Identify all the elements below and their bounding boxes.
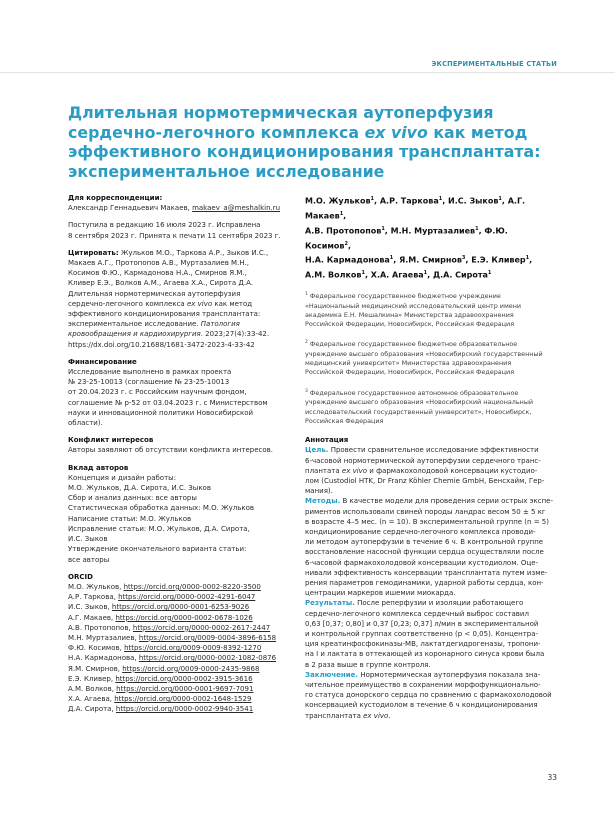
author-affil-mark: 1 xyxy=(487,270,492,277)
abstract-text: мания). xyxy=(305,487,333,496)
title-line-1: Длительная нормотермическая аутоперфузия xyxy=(68,103,494,122)
affiliation-1 xyxy=(305,290,555,329)
orcid-item xyxy=(68,674,300,684)
author-affil-mark: 1 xyxy=(498,196,502,202)
abstract-text: нивали эффективность консервации трансплантата путем изме- xyxy=(305,568,548,577)
orcid-item xyxy=(68,623,300,633)
orcid-link[interactable]: https://orcid.org/0009-0004-3896-6158 xyxy=(138,633,277,642)
orcid-item xyxy=(68,664,300,674)
funding-label: Финансирование xyxy=(68,357,137,366)
right-column xyxy=(305,193,555,721)
orcid-link[interactable]: https://orcid.org/0000-0002-1648-1529 xyxy=(114,695,252,704)
correspondence-name: Александр Геннадьевич Макаев, xyxy=(68,204,193,213)
orcid-item xyxy=(68,582,300,592)
section-label: ЭКСПЕРИМЕНТАЛЬНЫЕ СТАТЬИ xyxy=(431,60,557,68)
dates-line-2: 8 сентября 2023 г. Принята к печати 11 сентября 2023 г. xyxy=(68,231,281,240)
citation-line-9 xyxy=(68,329,300,339)
citation-text: эффективного кондиционирования трансплантата: xyxy=(68,310,261,319)
orcid-item xyxy=(68,704,300,714)
dates-line-1: Поступила в редакцию 16 июля 2023 г. Исправлена xyxy=(68,221,261,230)
author-name: , Х.А. Агаева xyxy=(364,270,424,280)
author-name: М.О. Жульков xyxy=(305,196,371,206)
author-affil-mark: 1 xyxy=(370,196,375,202)
author-affil-mark: 1 xyxy=(475,225,479,232)
citation-text: экспериментальное исследование. xyxy=(68,320,201,329)
orcid-link[interactable]: https://orcid.org/0000-0002-9940-3541 xyxy=(115,705,254,714)
affiliation-3 xyxy=(305,387,555,426)
affiliation-text: Российской Федерации, Новосибирск, Российская Федерация xyxy=(305,368,515,377)
left-column xyxy=(68,193,300,715)
abstract-text: ли методом аутоперфузии в течение 6 ч. В контрольной группе xyxy=(305,538,544,547)
contribution-text: И.С. Зыков xyxy=(68,535,108,544)
orcid-item xyxy=(68,653,300,663)
orcid-link[interactable]: https://orcid.org/0009-0009-8392-1270 xyxy=(124,644,262,653)
affiliation-text: исследовательский государственный университет», Новосибирск, xyxy=(305,407,532,416)
orcid-link[interactable]: https://orcid.org/0000-0002-4291-6047 xyxy=(118,593,256,602)
citation-line-1 xyxy=(68,248,300,258)
contribution-text: Статистическая обработка данных: М.О. Жульков xyxy=(68,504,255,513)
citation-journal: кровообращения и кардиохирургия xyxy=(68,330,201,339)
affiliation-text: учреждение высшего образования «Новосибирский национальный xyxy=(305,398,534,407)
author-affil-mark: 1 xyxy=(423,270,428,277)
abstract-text: Нормотермическая аутоперфузия показала зна- xyxy=(358,670,541,679)
author-line xyxy=(305,193,555,223)
author-affil-mark: 1 xyxy=(389,255,394,262)
correspondence-line xyxy=(68,203,300,213)
abstract-methods xyxy=(305,496,555,598)
orcid-author: Е.Э. Кливер, xyxy=(68,674,116,683)
author-line xyxy=(305,267,555,282)
contribution-text: Сбор и анализ данных: все авторы xyxy=(68,494,197,503)
funding-text: от 20.04.2023 г. с Российским научным фондом, xyxy=(68,388,247,397)
citation-italic: ex vivo xyxy=(186,299,213,308)
funding-text: науки и инновационной политики Новосибирской xyxy=(68,408,254,417)
methods-label: Методы. xyxy=(305,497,341,506)
funding-text: области). xyxy=(68,419,103,428)
orcid-author: М.О. Жульков, xyxy=(68,582,124,591)
page-number: 33 xyxy=(547,773,557,782)
affiliation-number: 3 xyxy=(305,388,308,394)
author-separator: , xyxy=(529,256,533,266)
abstract-text: ция креатинфосфокиназы-МВ, лактатдегидрогеназы, тропони- xyxy=(305,640,541,649)
funding-text: соглашение № р-52 от 03.04.2023 г. с Министерством xyxy=(68,398,268,407)
affiliation-text: Российской Федерации, Новосибирск, Российская Федерация xyxy=(305,320,515,329)
orcid-author: А.М. Волков, xyxy=(68,684,117,693)
abstract-text: 6-часовой нормотермической аутоперфузии сердечного транс- xyxy=(305,456,541,465)
abstract-aim xyxy=(305,445,555,496)
author-separator: , xyxy=(343,211,347,221)
orcid-item xyxy=(68,633,300,643)
correspondence-label: Для корреспонденции: xyxy=(68,194,163,202)
citation-text: Жульков М.О., Таркова А.Р., Зыков И.С., xyxy=(118,248,269,257)
author-line xyxy=(305,252,555,267)
abstract-italic: ex vivo xyxy=(341,466,368,475)
orcid-author: А.Р. Таркова, xyxy=(68,593,119,602)
contribution-text: Исправление статьи: М.О. Жульков, Д.А. Сирота, xyxy=(68,524,250,533)
abstract-text: в 2 раза выше в группе контроля. xyxy=(305,660,431,669)
abstract-text: и контрольной группах соответственно (p < 0,05). Концентра- xyxy=(305,629,539,638)
orcid-author: Я.М. Смирнов, xyxy=(68,664,123,673)
author-line xyxy=(305,223,555,253)
abstract-text: лом (Custodiol HTK, Dr Franz Köhler Chemie GmbH, Бенсхайм, Гер- xyxy=(305,476,545,485)
abstract-text: консервацией кустодиолом в течение 6 ч кондиционирования xyxy=(305,701,538,710)
orcid-author: А.В. Протопопов, xyxy=(68,623,133,632)
abstract-text: плантата xyxy=(305,466,342,475)
orcid-link[interactable]: https://orcid.org/0000-0001-9697-7091 xyxy=(116,684,254,693)
abstract-text: сердечно-легочного комплекса сердечный выброс составил xyxy=(305,609,529,618)
citation-text: . 2023;27(4):33-42. xyxy=(200,330,270,339)
abstract-text: 0,63 [0,37; 0,80] и 0,37 [0,23; 0,37] л/мин в экспериментальной xyxy=(305,619,539,628)
title-line-2-italic: ex vivo xyxy=(364,122,428,142)
author-name: А.В. Протопопов xyxy=(305,226,382,236)
aim-label: Цель. xyxy=(305,446,329,455)
contribution-text: Написание статьи: М.О. Жульков xyxy=(68,514,192,523)
author-name: , И.С. Зыков xyxy=(442,196,499,206)
abstract-italic: ex vivo xyxy=(363,711,389,720)
affiliation-text: Федеральное государственное автономное образовательное xyxy=(307,388,519,397)
affiliation-2 xyxy=(305,338,555,377)
abstract-results xyxy=(305,598,555,669)
orcid-author: А.Г. Макаев, xyxy=(68,613,116,622)
author-name: А.М. Волков xyxy=(305,270,362,280)
abstract-text: Провести сравнительное исследование эффективности xyxy=(328,446,539,455)
orcid-link[interactable]: https://orcid.org/0000-0002-0678-1026 xyxy=(115,613,253,622)
orcid-label: ORCID xyxy=(68,572,93,581)
orcid-link[interactable]: https://orcid.org/0000-0002-1082-0876 xyxy=(138,654,277,663)
orcid-item xyxy=(68,592,300,602)
orcid-author: М.Н. Муртазалиев, xyxy=(68,633,139,642)
orcid-author: Х.А. Агаева, xyxy=(68,695,115,704)
orcid-link[interactable]: https://orcid.org/0000-0001-6253-9026 xyxy=(111,603,250,612)
citation-doi-link[interactable]: https://dx.doi.org/10.21688/1681-3472-2023-4-33-42 xyxy=(68,340,255,349)
abstract-text: . xyxy=(388,711,391,720)
citation-journal: Патология xyxy=(200,320,240,329)
orcid-link[interactable]: https://orcid.org/0000-0002-2617-2447 xyxy=(132,623,271,632)
author-name: , М.Н. Муртазалиев xyxy=(384,226,476,236)
orcid-item xyxy=(68,684,300,694)
contribution-text: Концепция и дизайн работы: xyxy=(68,473,177,482)
abstract-text: 6-часовой фармакохолодовой консервации кустодиолом. Оце- xyxy=(305,558,539,567)
abstract-text: риментов использовали свиней породы ландрас весом 50 ± 5 кг xyxy=(305,507,546,516)
abstract-text: рения параметров гемодинамики, ударной работы сердца, кон- xyxy=(305,578,544,587)
abstract-text: В качестве модели для проведения серии острых экспе- xyxy=(340,497,553,506)
author-name: , А.Р. Таркова xyxy=(374,196,439,206)
title-line-2-post: как метод xyxy=(427,122,528,142)
orcid-author: Н.А. Кармадонова, xyxy=(68,654,139,663)
affiliation-text: Федеральное государственное бюджетное образовательное xyxy=(307,340,518,349)
affiliation-text: Федеральное государственное бюджетное учреждение xyxy=(307,292,501,301)
author-affil-mark: 1 xyxy=(339,210,344,217)
correspondence-email-link[interactable]: makaev_a@meshalkin.ru xyxy=(192,204,281,213)
abstract-text: кондиционирование сердечно-легочного комплекса проводи- xyxy=(305,527,536,536)
author-affil-mark: 1 xyxy=(525,255,530,262)
title-line-2-pre: сердечно-легочного комплекса xyxy=(68,122,365,142)
affiliation-number: 2 xyxy=(305,340,308,346)
author-separator: , xyxy=(347,241,352,251)
author-name: , Я.М. Смирнов xyxy=(393,256,462,266)
article-title xyxy=(68,103,548,181)
abstract-text: го статуса донорского сердца по сравнению с фармакохолодовой xyxy=(305,691,552,700)
author-list xyxy=(305,193,555,282)
orcid-item xyxy=(68,602,300,612)
contribution-text: Утверждение окончательного варианта статьи: xyxy=(68,545,247,554)
funding-text: № 23-25-10013 (соглашение № 23-25-10013 xyxy=(68,378,230,387)
abstract-text: и фармакохолодовой консервации кустодио- xyxy=(367,466,538,475)
conclusion-label: Заключение. xyxy=(305,670,359,679)
orcid-author: Д.А. Сирота, xyxy=(68,705,116,714)
author-name: Н.А. Кармадонова xyxy=(305,256,390,266)
author-affil-mark: 1 xyxy=(438,196,443,202)
section-divider xyxy=(0,72,615,73)
orcid-author: И.С. Зыков, xyxy=(68,603,112,612)
author-name: , Д.А. Сирота xyxy=(427,270,488,280)
abstract-text: центрации маркеров ишемии миокарда. xyxy=(305,589,456,598)
orcid-item xyxy=(68,694,300,704)
citation-line-8 xyxy=(68,319,300,329)
orcid-link[interactable]: https://orcid.org/0000-0002-8220-3500 xyxy=(123,582,261,591)
affiliation-text: учреждение высшего образования «Новосибирский государственный xyxy=(305,349,543,358)
orcid-author: Ф.Ю. Косимов, xyxy=(68,644,125,653)
citation-label: Цитировать: xyxy=(68,248,119,257)
citation-text: Косимов Ф.Ю., Кармадонова Н.А., Смирнов Я.М., xyxy=(68,269,247,278)
affiliation-text: медицинский университет» Министерства здравоохранения xyxy=(305,359,512,368)
author-affil-mark: 1 xyxy=(381,225,385,232)
orcid-item xyxy=(68,643,300,653)
affiliation-text: академика Е.Н. Мешалкина» Министерства здравоохранения xyxy=(305,310,514,319)
affiliations xyxy=(305,290,555,426)
abstract-conclusion xyxy=(305,670,555,721)
conflict-label: Конфликт интересов xyxy=(68,436,154,445)
orcid-link[interactable]: https://orcid.org/0000-0002-3915-3616 xyxy=(115,674,253,683)
abstract-text: восстановление насосной функции сердца осуществляли после xyxy=(305,548,544,557)
citation-text: как метод xyxy=(212,299,253,308)
citation-line-6 xyxy=(68,299,300,309)
author-affil-mark: 3 xyxy=(461,255,466,262)
citation-text: Кливер Е.Э., Волков А.М., Агаева Х.А., Сирота Д.А. xyxy=(68,279,254,288)
abstract-text: в возрасте 4–5 мес. (n = 10). В экспериментальной группе (n = 5) xyxy=(305,517,549,526)
abstract-text: чительное преимущество в сохранении морфофункционально- xyxy=(305,680,541,689)
abstract-text: на I и лактата в оттекающей из коронарного синуса крови была xyxy=(305,650,545,659)
orcid-item xyxy=(68,613,300,623)
abstract-label: Аннотация xyxy=(305,436,349,445)
author-name: , Е.Э. Кливер xyxy=(465,256,526,266)
affiliation-text: «Национальный медицинский исследовательский центр имени xyxy=(305,301,522,310)
conflict-text: Авторы заявляют об отсутствии конфликта интересов. xyxy=(68,446,273,455)
author-affil-mark: 2 xyxy=(344,240,348,247)
citation-text: Длительная нормотермическая аутоперфузия xyxy=(68,289,241,298)
contribution-text: М.О. Жульков, Д.А. Сирота, И.С. Зыков xyxy=(68,484,211,493)
abstract-text: трансплантата xyxy=(305,711,364,720)
abstract-text: После реперфузии и изоляции работающего xyxy=(354,599,524,608)
funding-text: Исследование выполнено в рамках проекта xyxy=(68,368,232,377)
contribution-label: Вклад авторов xyxy=(68,463,129,472)
title-line-4: экспериментальное исследование xyxy=(68,161,385,181)
orcid-link[interactable]: https://orcid.org/0009-0000-2435-9868 xyxy=(122,664,260,673)
citation-text: Макаев А.Г., Протопопов А.В., Муртазалиев М.Н., xyxy=(68,259,250,268)
results-label: Результаты. xyxy=(305,599,355,608)
affiliation-number: 1 xyxy=(305,292,308,298)
citation-text: сердечно-легочного комплекса xyxy=(68,299,187,308)
author-name: , А.Г. Макаев xyxy=(305,196,526,221)
contribution-text: все авторы xyxy=(68,555,110,564)
abstract xyxy=(305,435,555,721)
author-name: , Ф.Ю. Косимов xyxy=(305,226,508,251)
affiliation-text: Российская Федерация xyxy=(305,416,384,425)
author-affil-mark: 1 xyxy=(361,270,365,277)
title-line-3: эффективного кондиционирования трансплантата: xyxy=(68,142,541,161)
